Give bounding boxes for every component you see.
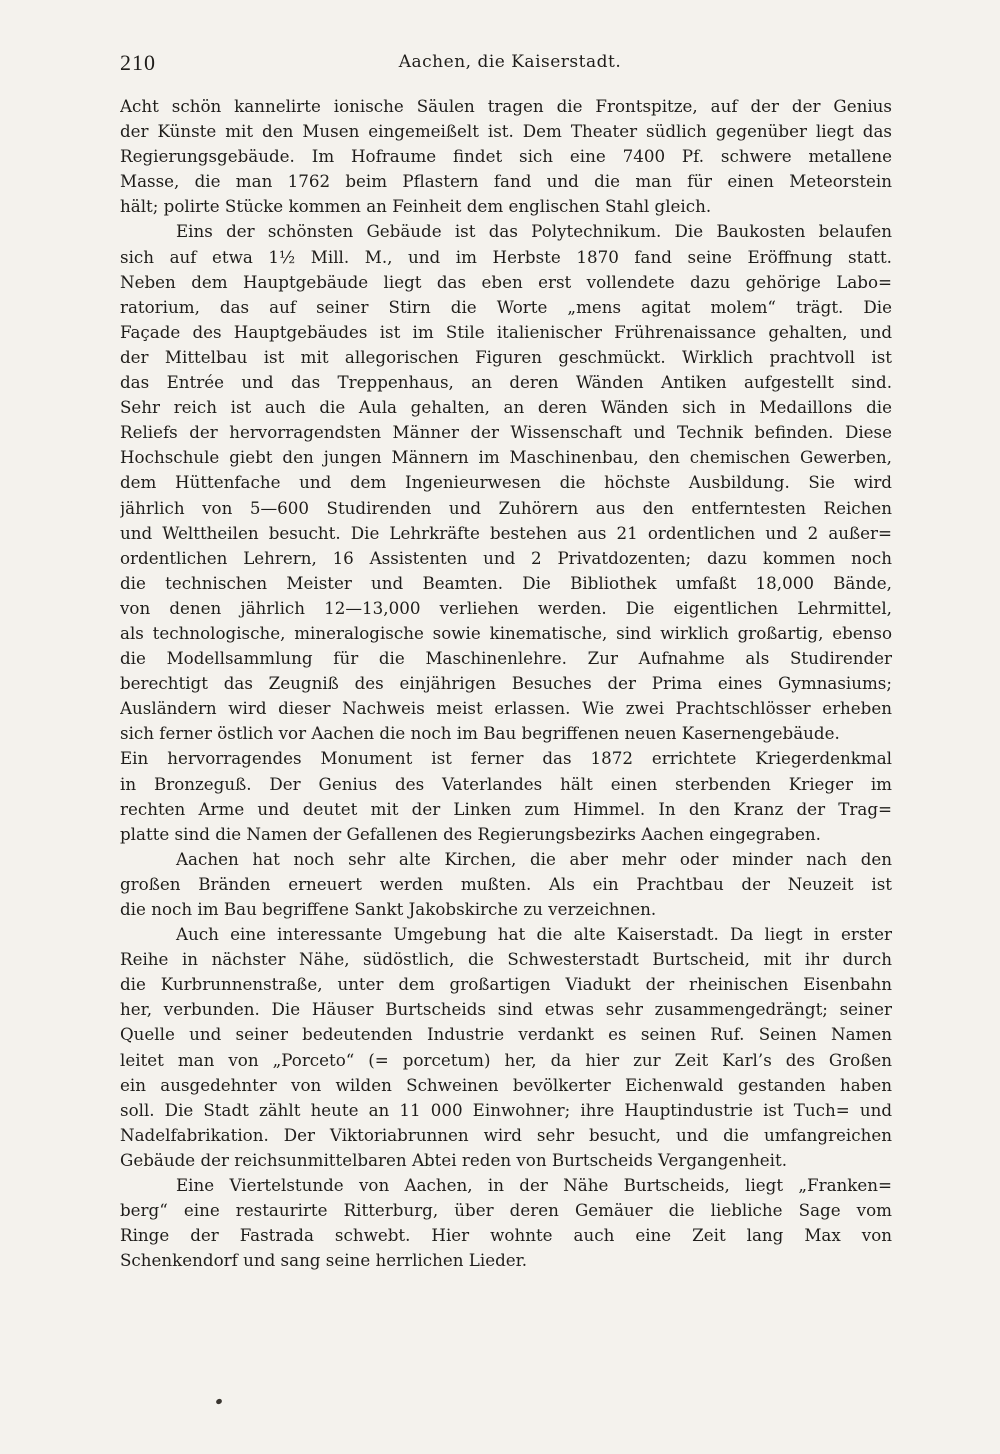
text-line: Masse, die man 1762 beim Pflastern fand und die man für einen Meteorstein — [120, 171, 892, 192]
paragraph — [120, 94, 892, 219]
text-line: Auch eine interessante Umgebung hat die alte Kaiserstadt. Da liegt in erster — [176, 924, 892, 945]
text-line: ratorium, das auf seiner Stirn die Worte „mens agitat molem“ trägt. Die — [120, 296, 892, 317]
text-line: Regierungsgebäude. Im Hofraume findet sich eine 7400 Pf. schwere metallene — [120, 146, 892, 167]
text-line: Hochschule giebt den jungen Männern im Maschinenbau, den chemischen Gewerben, — [120, 447, 892, 468]
running-title: Aachen, die Kaiserstadt. — [398, 52, 622, 72]
text-line: Nadelfabrikation. Der Viktoriabrunnen wird sehr besucht, und die umfangreichen — [120, 1124, 892, 1145]
text-line: her, verbunden. Die Häuser Burtscheids sind etwas sehr zusammengedrängt; seiner — [120, 999, 892, 1020]
text-line: hält; polirte Stücke kommen an Feinheit dem englischen Stahl gleich. — [120, 196, 712, 217]
text-line: Reihe in nächster Nähe, südöstlich, die Schwesterstadt Burtscheid, mit ihr durch — [120, 949, 892, 970]
paragraph — [120, 922, 892, 1173]
text-line: die Kurbrunnenstraße, unter dem großartigen Viadukt der rheinischen Eisenbahn — [120, 974, 892, 995]
text-line: Sehr reich ist auch die Aula gehalten, an deren Wänden sich in Medaillons die — [120, 397, 892, 418]
text-line: dem Hüttenfache und dem Ingenieurwesen die höchste Ausbildung. Sie wird — [120, 472, 892, 493]
text-line: und Welttheilen besucht. Die Lehrkräfte bestehen aus 21 ordentlichen und 2 außer= — [120, 522, 892, 543]
text-line: die technischen Meister und Beamten. Die Bibliothek umfaßt 18,000 Bände, — [120, 572, 892, 593]
text-line: Ringe der Fastrada schwebt. Hier wohnte auch eine Zeit lang Max von — [120, 1225, 892, 1246]
text-line: der Künste mit den Musen eingemeißelt ist. Dem Theater südlich gegenüber liegt das — [120, 121, 892, 142]
text-line: berg“ eine restaurirte Ritterburg, über deren Gemäuer die liebliche Sage vom — [120, 1200, 892, 1221]
text-line: berechtigt das Zeugniß des einjährigen Besuches der Prima eines Gymnasiums; — [120, 673, 892, 694]
paragraph — [120, 219, 892, 746]
text-line: rechten Arme und deutet mit der Linken zum Himmel. In den Kranz der Trag= — [120, 798, 892, 819]
text-line: großen Bränden erneuert werden mußten. Als ein Prachtbau der Neuzeit ist — [120, 873, 892, 894]
text-line: platte sind die Namen der Gefallenen des Regierungsbezirks Aachen eingegraben. — [120, 823, 821, 844]
text-line: Gebäude der reichsunmittelbaren Abtei reden von Burtscheids Vergangenheit. — [120, 1149, 788, 1170]
text-line: jährlich von 5—600 Studirenden und Zuhörern aus den entferntesten Reichen — [120, 497, 892, 518]
text-line: Reliefs der hervorragendsten Männer der Wissenschaft und Technik befinden. Diese — [120, 422, 892, 443]
running-head — [120, 50, 900, 82]
text-line: ordentlichen Lehrern, 16 Assistenten und 2 Privatdozenten; dazu kommen noch — [120, 547, 892, 568]
text-line: Quelle und seiner bedeutenden Industrie verdankt es seinen Ruf. Seinen Namen — [120, 1024, 892, 1045]
paragraph — [120, 847, 892, 922]
text-line: Schenkendorf und sang seine herrlichen Lieder. — [120, 1250, 528, 1271]
text-line: der Mittelbau ist mit allegorischen Figuren geschmückt. Wirklich prachtvoll ist — [120, 346, 892, 367]
page-number: 210 — [120, 50, 156, 75]
body-text — [120, 94, 892, 1273]
ink-speck — [215, 1398, 223, 1405]
text-line: Façade des Hauptgebäudes ist im Stile italienischer Frührenaissance gehalten, und — [120, 321, 892, 342]
text-line: Ein hervorragendes Monument ist ferner das 1872 errichtete Kriegerdenkmal — [120, 748, 892, 769]
text-line: in Bronzeguß. Der Genius des Vaterlandes hält einen sterbenden Krieger im — [120, 773, 892, 794]
paragraph — [120, 1173, 892, 1273]
text-line: Neben dem Hauptgebäude liegt das eben erst vollendete dazu gehörige Labo= — [120, 271, 892, 292]
text-line: Ausländern wird dieser Nachweis meist erlassen. Wie zwei Prachtschlösser erheben — [120, 698, 892, 719]
paragraph — [120, 746, 892, 846]
text-line: leitet man von „Porceto“ (= porcetum) her, da hier zur Zeit Karl’s des Großen — [120, 1049, 892, 1070]
text-line: die Modellsammlung für die Maschinenlehre. Zur Aufnahme als Studirender — [120, 648, 892, 669]
text-line: sich ferner östlich vor Aachen die noch im Bau begriffenen neuen Kasernengebäude. — [120, 723, 840, 744]
text-line: Eine Viertelstunde von Aachen, in der Nähe Burtscheids, liegt „Franken= — [176, 1175, 892, 1196]
text-line: Acht schön kannelirte ionische Säulen tragen die Frontspitze, auf der der Genius — [120, 96, 892, 116]
text-line: Eins der schönsten Gebäude ist das Polytechnikum. Die Baukosten belaufen — [176, 221, 892, 242]
text-line: als technologische, mineralogische sowie kinematische, sind wirklich großartig, ebenso — [120, 622, 892, 643]
text-line: soll. Die Stadt zählt heute an 11 000 Einwohner; ihre Hauptindustrie ist Tuch= und — [120, 1099, 892, 1120]
text-line: von denen jährlich 12—13,000 verliehen werden. Die eigentlichen Lehrmittel, — [120, 597, 892, 618]
text-line: die noch im Bau begriffene Sankt Jakobskirche zu verzeichnen. — [120, 899, 657, 919]
text-line: sich auf etwa 1½ Mill. M., und im Herbste 1870 fand seine Eröffnung statt. — [120, 246, 892, 267]
text-line: das Entrée und das Treppenhaus, an deren Wänden Antiken aufgestellt sind. — [120, 372, 892, 393]
text-line: Aachen hat noch sehr alte Kirchen, die aber mehr oder minder nach den — [176, 848, 892, 869]
text-line: ein ausgedehnter von wilden Schweinen bevölkerter Eichenwald gestanden haben — [120, 1074, 892, 1095]
